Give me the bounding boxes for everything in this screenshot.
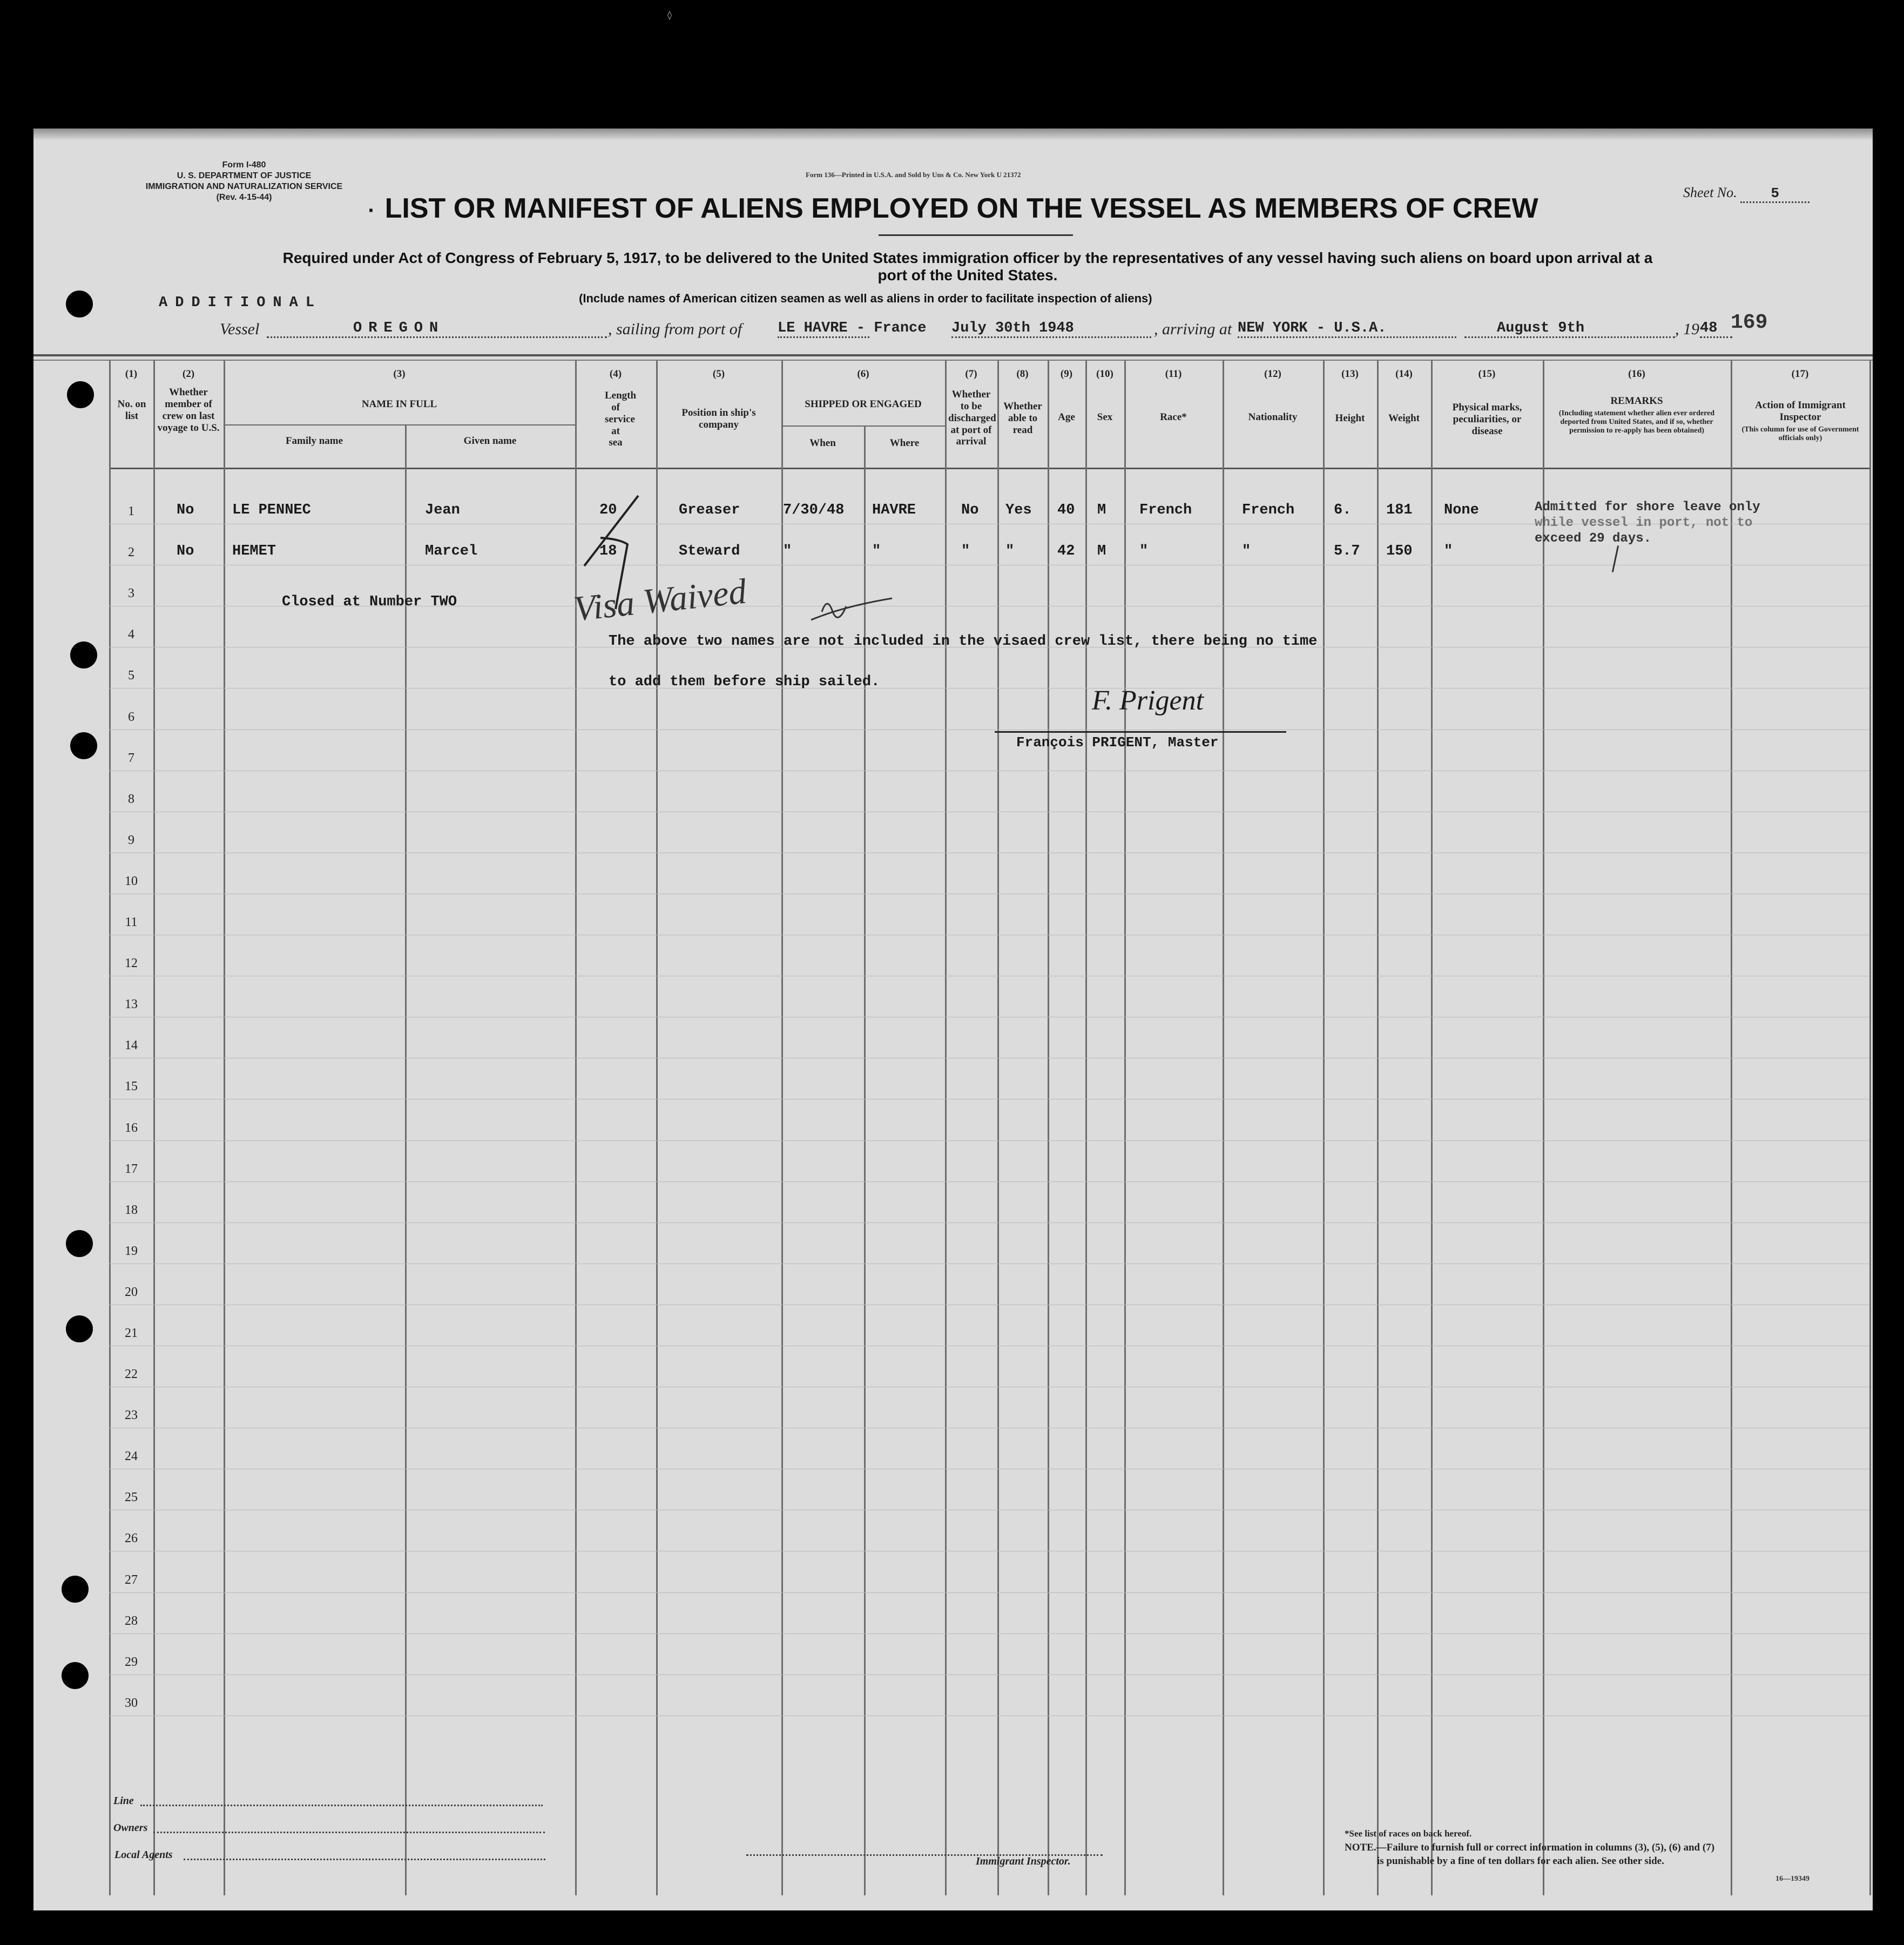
line-number: 17 [125,1162,138,1176]
penalty-note-line-2: is punishable by a fine of ten dollars for each alien. See other side. [1377,1855,1664,1867]
crew-discharged: No [961,502,979,518]
requirement-line-1: Required under Act of Congress of February 5, 1917, to be delivered to the United States immigration officer by the representatives of any vessel having such aliens on board upon arrival at a [282,249,1653,266]
crew-discharged: " [961,543,970,559]
col3-num: (3) [393,368,406,380]
line-number: 30 [125,1696,138,1710]
manifest-sheet [33,129,1873,1910]
form-revision: (Rev. 4-15-44) [216,193,272,202]
crew-service: 20 [599,502,617,518]
line-number: 11 [125,915,138,929]
title-text: LIST OR MANIFEST OF ALIENS EMPLOYED ON THE VESSEL AS MEMBERS OF CREW [384,193,1538,224]
crew-given: Marcel [425,543,478,559]
crew-where: " [872,543,881,559]
punch-hole [62,1576,89,1603]
service-name: IMMIGRATION AND NATURALIZATION SERVICE [145,182,343,191]
year-value: 48 [1700,320,1732,338]
crew-weight: 150 [1386,543,1413,559]
departure-date: July 30th 1948 [951,320,1151,338]
col-border [1543,361,1544,1895]
crew-service: 18 [599,543,617,559]
crew-sex: M [1097,502,1106,518]
col1-num: (1) [125,368,138,380]
crew-when: " [783,543,792,559]
races-note: *See list of races on back hereof. [1345,1828,1472,1839]
signature-rule [995,731,1286,733]
punch-hole [62,1662,89,1689]
owners-label: Owners [113,1822,148,1834]
line-number: 7 [128,751,134,765]
additional-label: ADDITIONAL [159,295,322,311]
crew-age: 40 [1057,502,1075,518]
include-note: (Include names of American citizen seamen as well as aliens in order to facilitate inspection of aliens) [579,292,1152,305]
col-border [1431,361,1433,1895]
crew-family: HEMET [232,543,276,559]
row-rule [109,1140,1869,1141]
col7-label: Whether to be discharged at port of arrival [948,389,996,448]
remarks-tick-mark [1612,545,1619,572]
line-number: 20 [125,1285,138,1299]
line-number: 21 [125,1326,138,1340]
col5-num: (5) [712,368,725,380]
title-rule [879,234,1073,236]
header-bottom-rule [109,468,1871,469]
col9-label: Age [1058,411,1075,423]
col3-label: NAME IN FULL [361,399,437,410]
line-number: 5 [128,668,134,683]
line-number: 2 [128,545,134,559]
line-number: 14 [125,1038,138,1052]
col13-label: Height [1335,413,1365,424]
crew-last-voyage: No [177,502,194,518]
punch-hole [67,381,94,408]
remarks-line-3: exceed 29 days. [1535,531,1652,546]
form-number: Form I-480 [222,160,266,170]
line-number: 12 [125,956,138,970]
col-border [1048,361,1049,1895]
line-number: 10 [125,874,138,888]
crew-height: 6. [1334,502,1352,518]
col-border [1869,361,1871,1895]
crew-position: Greaser [679,502,740,518]
line-field [140,1801,543,1806]
col-border [1223,361,1224,1895]
agents-field [184,1855,545,1860]
col11-num: (11) [1165,368,1182,380]
line-number: 4 [128,627,134,641]
line-number: 16 [125,1121,138,1135]
col16-num: (16) [1628,368,1645,380]
arrival-date: August 9th [1464,320,1675,338]
col-border [1323,361,1325,1895]
crew-sex: M [1097,543,1106,559]
line-number: 8 [128,792,134,806]
col4-label: Length of service at sea [605,390,637,449]
col-border [997,361,999,1895]
table-top-rule-2 [33,360,1873,361]
line-label: Line [113,1795,134,1807]
col5-label: Position in ship's company [681,407,756,430]
year-label: , 19 [1675,320,1699,338]
paper-shadow [33,129,1873,140]
requirement-text [109,249,1826,284]
col-border [1731,361,1732,1895]
crew-age: 42 [1057,543,1075,559]
crew-race: French [1139,502,1192,518]
vessel-name: OREGON [267,320,607,338]
line-number: 3 [128,586,134,600]
col17-sub: (This column for use of Government officials only) [1741,426,1859,443]
punch-hole [66,1315,93,1342]
agents-label: Local Agents [114,1849,173,1861]
col16-sub: (Including statement whether alien ever ordered deported from United States, and if so, whether permission to re-apply has been obtained) [1558,409,1715,435]
col14-label: Weight [1388,413,1420,424]
crew-read: " [1005,543,1015,559]
col9-num: (9) [1060,368,1073,380]
owners-field [153,1828,545,1833]
crew-nationality: " [1242,543,1251,559]
crew-marks: None [1444,502,1479,518]
remarks-line-2: while vessel in port, not to [1535,515,1753,530]
arrival-port: NEW YORK - U.S.A. [1238,320,1456,338]
col4-num: (4) [609,368,622,380]
scan-mark: ◊ [667,10,672,20]
punch-hole [66,1230,93,1257]
col-border [153,361,155,1895]
shipped-where-header: Where [889,437,920,449]
col-border [1085,361,1087,1895]
remarks-entry [1535,500,1760,546]
col12-num: (12) [1264,368,1281,380]
crew-where: HAVRE [872,502,916,518]
statement-line-2: to add them before ship sailed. [609,674,880,690]
name-subheader-rule [224,424,575,426]
crew-last-voyage: No [177,543,194,559]
table-top-rule [33,354,1873,356]
line-number: 29 [125,1655,138,1669]
crew-position: Steward [679,543,740,559]
line-number: 18 [125,1203,138,1217]
department-name: U. S. DEPARTMENT OF JUSTICE [177,171,312,180]
closed-statement: Closed at Number TWO [282,594,457,610]
crew-weight: 181 [1386,502,1413,518]
page-title: · LIST OR MANIFEST OF ALIENS EMPLOYED ON THE VESSEL AS MEMBERS OF CREW [368,193,1538,224]
line-number: 22 [125,1367,138,1381]
form-code: 16—19349 [1775,1875,1810,1883]
line-number: 26 [125,1531,138,1545]
col15-num: (15) [1478,368,1496,380]
line-number: 1 [128,504,134,518]
crew-when: 7/30/48 [783,502,845,518]
arriving-label: , arriving at [1154,320,1232,338]
col-border [1124,361,1126,1895]
line-number: 9 [128,833,134,847]
col-border [1377,361,1379,1895]
statement-line-1: The above two names are not included in the visaed crew list, there being no time [609,633,1318,650]
col14-num: (14) [1395,368,1413,380]
crew-marks: " [1444,543,1453,559]
sheet-no-value: 5 [1740,185,1810,203]
penalty-note [1345,1841,1714,1868]
col6-num: (6) [857,368,869,380]
requirement-line-2: port of the United States. [877,267,1058,284]
col7-num: (7) [965,368,977,380]
col13-num: (13) [1341,368,1359,380]
sailing-label: , sailing from port of [608,320,742,338]
row-rule [109,1592,1869,1593]
col11-label: Race* [1160,411,1187,423]
crew-read: Yes [1005,502,1032,518]
penalty-note-line-1: NOTE.—Failure to furnish full or correct information in columns (3), (5), (6) and (7) [1345,1842,1715,1853]
col8-label: Whether able to read [1003,401,1042,436]
col17-label: Action of Immigrant Inspector [1755,400,1846,423]
inspector-label: Immigrant Inspector. [976,1855,1071,1867]
stamp-number: 169 [1731,311,1768,334]
punch-hole [66,291,93,318]
sheet-label: Sheet No. [1683,185,1737,200]
col6-label: SHIPPED OR ENGAGED [805,399,922,410]
col10-label: Sex [1097,411,1113,423]
col15-label: Physical marks, peculiarities, or disease [1452,402,1522,437]
col2-num: (2) [182,368,195,380]
shipped-when-header: When [809,437,836,449]
departure-port: LE HAVRE - France [778,320,869,338]
master-name: François PRIGENT, Master [1016,734,1219,751]
handwritten-strokes [573,474,897,625]
crew-nationality: French [1242,502,1295,518]
col10-num: (10) [1096,368,1113,380]
col16-label: REMARKS [1610,395,1663,407]
col-border [224,361,225,1895]
printer-line: Form 136—Printed in U.S.A. and Sold by Uns & Co. New York U 21372 [806,171,1021,179]
punch-hole [70,732,97,759]
visa-waived-handwriting: Visa Waived [572,571,748,629]
crew-height: 5.7 [1334,543,1360,559]
col-border [945,361,947,1895]
line-number: 6 [128,710,134,724]
crew-race: " [1139,543,1149,559]
col2-label: Whether member of crew on last voyage to U.S. [157,387,220,434]
line-number: 23 [125,1408,138,1422]
crew-family: LE PENNEC [232,502,311,518]
line-number: 19 [125,1244,138,1258]
col17-num: (17) [1791,368,1809,380]
master-signature: F. Prigent [1092,685,1204,716]
line-number: 25 [125,1490,138,1504]
vessel-label: Vessel [220,320,260,338]
line-number: 13 [125,997,138,1011]
line-number: 27 [125,1573,138,1587]
remarks-line-1: Admitted for shore leave only [1535,500,1760,515]
line-number: 15 [125,1079,138,1093]
row-rule [109,1674,1869,1675]
col8-num: (8) [1016,368,1029,380]
row-rule [109,1633,1869,1634]
given-name-header: Given name [463,435,517,447]
col12-label: Nationality [1248,411,1298,423]
family-name-header: Family name [285,435,343,447]
row-rule [109,1181,1869,1182]
col1-label: No. on list [117,399,146,422]
punch-hole [70,641,97,668]
line-number: 24 [125,1449,138,1463]
line-number: 28 [125,1614,138,1628]
crew-given: Jean [425,502,460,518]
